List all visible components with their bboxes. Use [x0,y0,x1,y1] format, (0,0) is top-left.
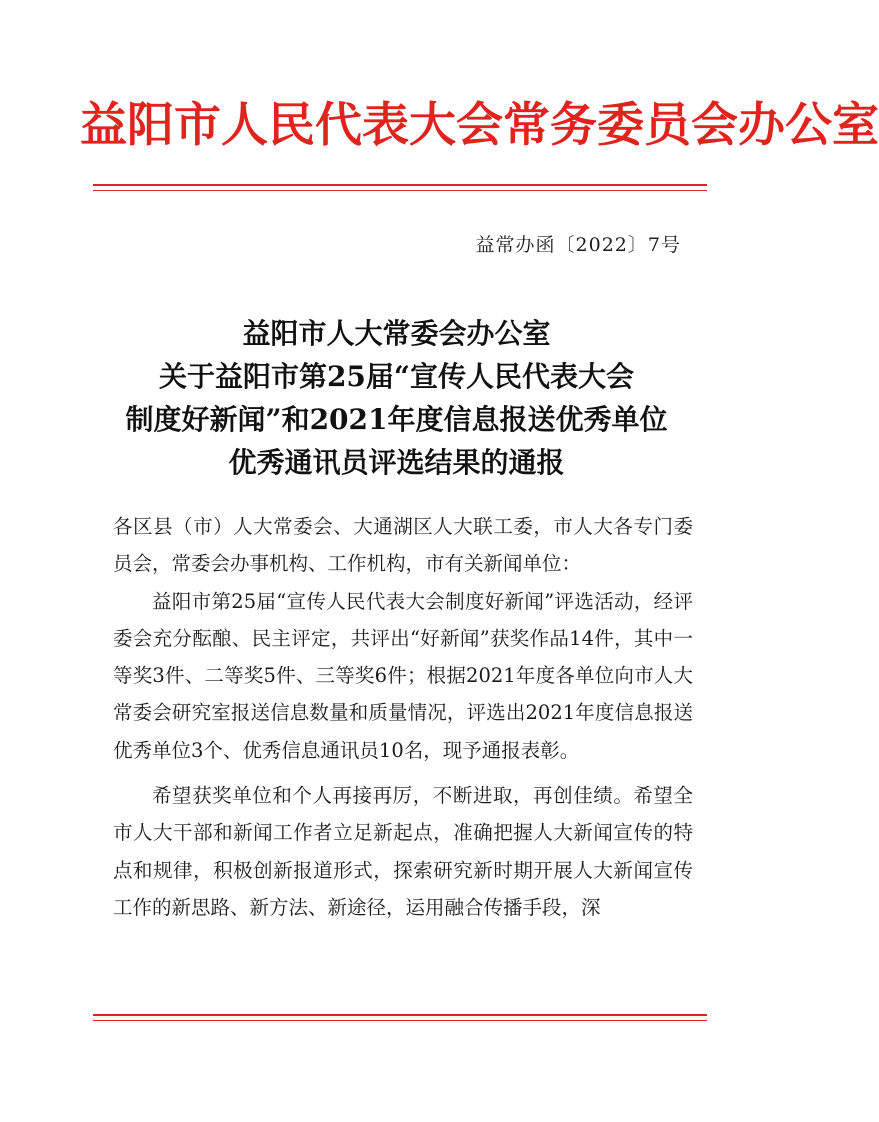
document-number: 益常办函〔2022〕7号 [475,234,681,256]
letterhead-red-rule-thin [93,190,707,191]
document-body [113,508,693,926]
document-title [60,312,733,484]
salutation: 各区县（市）人大常委会、大通湖区人大联工委，市人大各专门委员会，常委会办事机构、工作机构，市有关新闻单位： [113,515,693,576]
title-line: 优秀通讯员评选结果的通报 [228,446,565,479]
body-paragraph: 益阳市第25届“宣传人民代表大会制度好新闻”评选活动，经评委会充分酝酿、民主评定，共评出“好新闻”获奖作品14件，其中一等奖3件、二等奖5件、三等奖6件；根据2021年度各单位向市人大常委会研究室报送信息数量和质量情况，评选出2021年度信息报送优秀单位3个、优秀信息通讯员10名，现予通报表彰。 [113,589,693,762]
title-line: 制度好新闻”和2021年度信息报送优秀单位 [125,403,668,436]
letterhead-red-rule [93,184,707,186]
body-paragraph: 希望获奖单位和个人再接再厉，不断进取，再创佳绩。希望全市人大干部和新闻工作者立足新起点，准确把握人大新闻宣传的特点和规律，积极创新报道形式，探索研究新时期开展人大新闻宣传工作的新思路、新方法、新途径，运用融合传播手段，深 [113,784,693,919]
title-line: 益阳市人大常委会办公室 [242,317,551,350]
footer-red-rule-thin [93,1020,707,1021]
footer-red-rule [93,1014,707,1016]
letterhead-org-name: 益阳市人民代表大会常务委员会办公室 [80,98,879,153]
title-line: 关于益阳市第25届“宣传人民代表大会 [158,360,635,393]
